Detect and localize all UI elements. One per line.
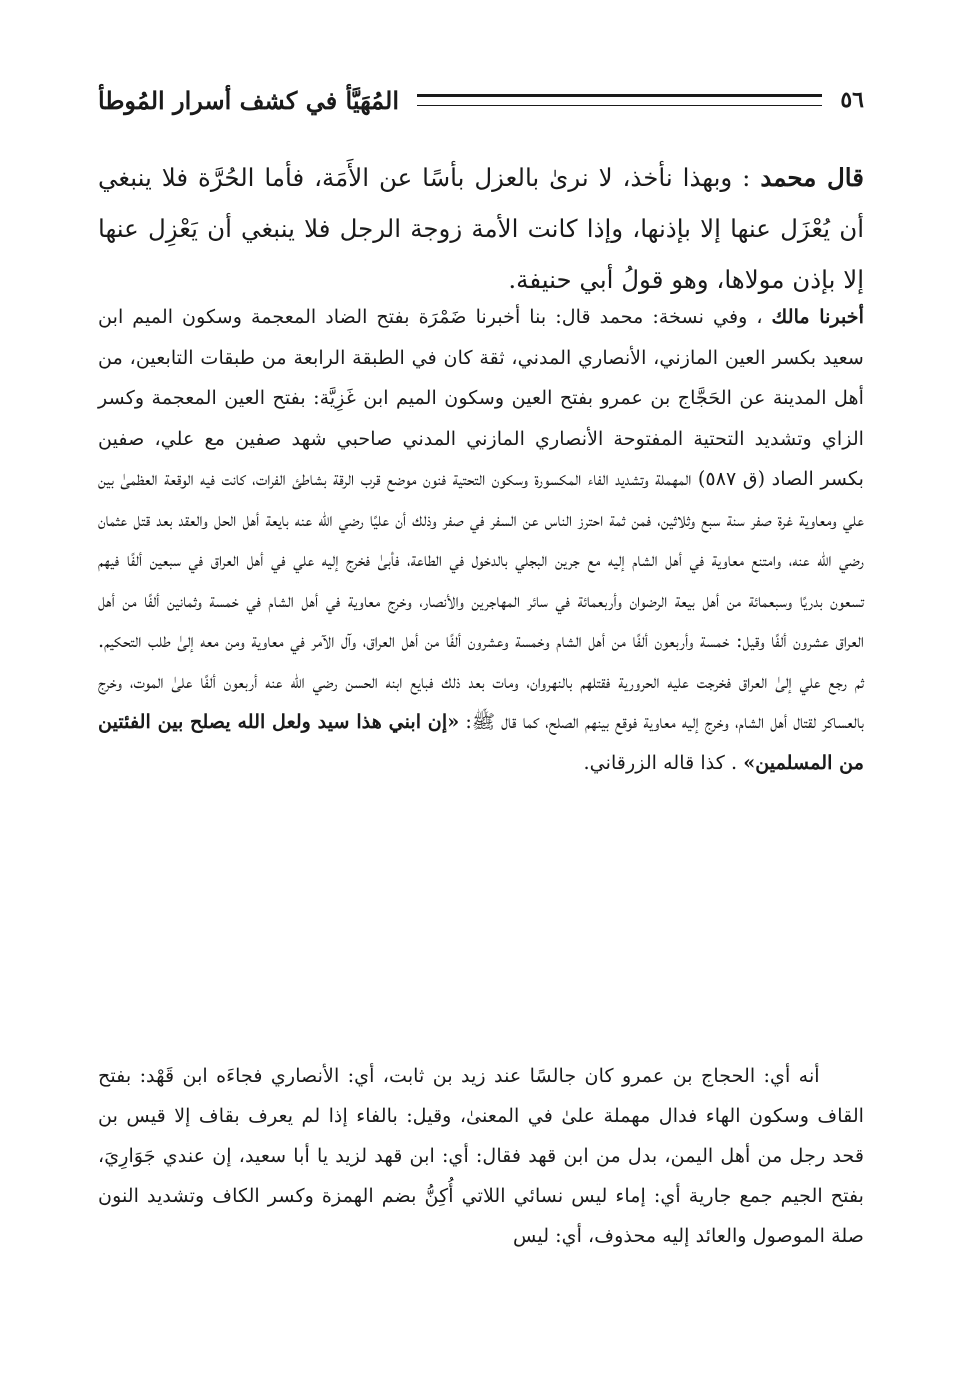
commentary-paragraph <box>98 1056 864 1256</box>
paragraph-lead: قال محمد <box>760 163 864 192</box>
paragraph-tail: . كذا قاله الزرقاني. <box>583 750 738 774</box>
main-text-paragraph <box>98 152 864 305</box>
header-rule <box>417 94 822 106</box>
page-number: ٥٦ <box>840 87 864 113</box>
page-header <box>98 80 864 120</box>
hadith-quote: «إن ابني هذا سيد ولعل الله يصلح بين الفئتين من المسلمين» <box>98 710 864 774</box>
commentary-paragraph <box>98 297 864 783</box>
paragraph-lead: أخبرنا مالك <box>771 305 864 328</box>
paragraph-text: أنه أي: الحجاج بن عمرو كان جالسًا عند زيد بن ثابت، أي: الأنصاري فجاءَه ابن قَهْد: بفتح القاف وسكون الهاء فدال مهملة علىٰ في المعنىٰ، وقيل: بالفاء إذا لم يعرف بقاف إلا قيس بن قحد رجل من أهل اليمن، بدل من ابن قهد فقال: أي: ابن قهد لزيد يا أبا سعيد، إن عندي جَوَارِيَ، بفتح الجيم جمع جارية أي: إماء ليس نسائي اللاتي أُكِنُّ بضم الهمزة وكسر الكاف وتشديد النون صلة الموصول والعائد إليه محذوف، أي: ليس <box>98 1064 864 1247</box>
running-title: المُهَيَّأ في كشف أسرار المُوطأ <box>98 85 399 115</box>
paragraph-text: : وبهذا نأخذ، لا نرىٰ بالعزل بأسًا عن الأَمَة، فأما الحُرَّة فلا ينبغي أن يُعْزَل عنها إلا بإذنها، وإذا كانت الأمة زوجة الرجل فلا ينبغي أن يَعْزِل عنها إلا بإذن مولاها، وهو قولُ أبي حنيفة. <box>98 163 864 294</box>
paragraph-text: ، وفي نسخة: محمد قال: بنا أخبرنا ضَمْرَة بفتح الضاد المعجمة وسكون الميم ابن سعيد بكسر العين المازني، الأنصاري المدني، ثقة كان في الطبقة الرابعة من طبقات التابعين، من أهل المدينة عن الحَجَّاج بن عمرو بفتح العين وسكون الميم ابن غَزِيَّة: بفتح العين المعجمة وكسر الزاي وتشديد التحتية المفتوحة الأنصاري المازني المدني صاحبي شهد صفين مع علي، صفين بكسر الصاد (ق ٥٨٧) المهملة وتشديد الفاء المكسورة وسكون التحتية فنون موضع قرب الرقة بشاطئ الفرات، كانت فيه الوقعة العظمىٰ بين علي ومعاوية غرة صفر سنة سبع وثلاثين، فمن ثمة احترز الناس عن السفر في صفر وذلك أن عليًا رضي الله عنه بايعة أهل الحل والعقد بعد قتل عثمان رضي الله عنه، وامتنع معاوية في أهل الشام إليه مع جرين البجلي بالدخول في الطاعة، فأبىٰ فخرج إليه علي في أهل العراق في سبعين ألفًا فيهم تسعون بدريًا وسبعمائة من أهل بيعة الرضوان وأربعمائة في سائر المهاجرين والأنصار، وخرج معاوية في أهل الشام في خمسة وثمانين ألفًا من أهل العراق عشرون ألفًا وقيل: خمسة وأربعون ألفًا من أهل الشام وخمسة وعشرون ألفًا من أهل العراق، وآل الآمر في معاوية ومن معه إلىٰ طلب التحكيم. ثم رجع علي إلىٰ العراق فخرجت عليه الحرورية فقتلهم بالنهروان، ومات بعد ذلك فبايع ابنه الحسن رضي الله عنه أربعون ألفًا علىٰ الموت، وخرج بالعساكر لقتال أهل الشام، وخرج إليه معاوية فوقع بينهم الصلح، كما قال ﷺ: <box>98 305 865 733</box>
